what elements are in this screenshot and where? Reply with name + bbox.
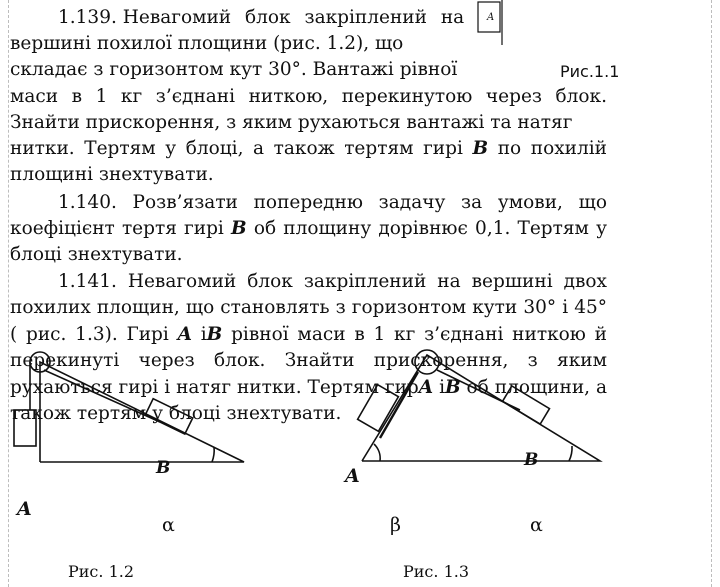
problem-139-number: 1.139. [58,7,117,28]
problem-141-line-4: перекинуті через блок. Знайти прискорення, з яким [10,350,607,371]
problem-141-weight-b-2: B [444,377,461,398]
problem-140-text-2c: об площину дорівнює 0,1. Тертям у [253,218,607,239]
fig-1-2-angle-alpha: α [162,514,175,536]
fig-1-2-label-b: B [156,458,171,478]
problem-141-text-5a: рухаються гирі і натяг нитки. Тертям гир [10,377,419,398]
problem-139-line-3: складає з горизонтом кут 30°. Вантажі рівної [10,59,458,80]
problem-141-weight-a-2: A [418,377,434,398]
problem-140-line-1: 1.140. Розв’язати попередню задачу за умови, що [58,192,607,213]
problem-140-line-3: блоці знехтувати. [10,244,183,265]
fig-1-3-label-a: A [345,465,360,487]
problem-141-weight-a: A [177,324,192,345]
problem-141-text-5e: об площини, а [466,377,607,398]
problem-141-text-5c: і [439,377,445,398]
problem-139-text-1: Невагомий блок закріплений на [122,7,465,28]
problem-140-text-2a: коефіцієнт тертя гирі [10,218,224,239]
problem-139-text-6a: нитки. Тертям у блоці, а також тертям гирі [10,138,463,159]
fig-1-3-angle-beta: β [390,514,401,536]
fig-1-2-angle-arc [212,447,214,462]
problem-140-line-2 [10,216,607,242]
fig-1-3-caption: Рис. 1.3 [403,562,470,581]
fig-1-3-label-b: B [524,450,539,470]
fig-1-1-caption: Рис.1.1 [560,62,620,81]
problem-139-line-7: площині знехтувати. [10,164,214,185]
fig-1-1-label-a: A [487,12,495,23]
fig-1-3-angle-alpha: α [530,514,543,536]
problem-139-line-4: маси в 1 кг з’єднані ниткою, перекинутою через блок. [10,86,607,107]
problem-139-line-2: вершині похилої площини (рис. 1.2), що [10,33,404,54]
problem-141-text-3e: рівної маси в 1 кг з’єднані ниткою й [231,324,607,345]
problem-141-text-3a: ( рис. 1.3). Гирі [10,324,169,345]
problem-141-line-5 [10,375,607,401]
problem-139-line-5: Знайти прискорення, з яким рухаються вантажі та натяг [10,112,573,133]
problem-141-line-3 [10,322,607,348]
problem-139-line-6 [10,136,607,162]
problem-139-line-1 [58,5,464,31]
fig-1-3-angle-beta-arc [374,444,380,461]
problem-141-line-1: 1.141. Невагомий блок закріплений на вершині двох [58,271,607,292]
problem-140-weight-b: B [231,218,247,239]
fig-1-3-angle-alpha-arc [569,446,572,461]
problem-141-line-2: похилих площин, що становлять з горизонтом кути 30° і 45° [10,297,607,318]
fig-1-2-caption: Рис. 1.2 [68,562,135,581]
fig-1-2-label-a: A [17,498,32,520]
problem-141-text-3c: і [200,324,207,345]
problem-141-line-6: також тертям у блоці знехтувати. [10,403,342,424]
problem-139-weight-b: B [472,138,489,159]
problem-139-text-6c: по похилій [497,138,607,159]
problem-141-weight-b: B [206,324,223,345]
